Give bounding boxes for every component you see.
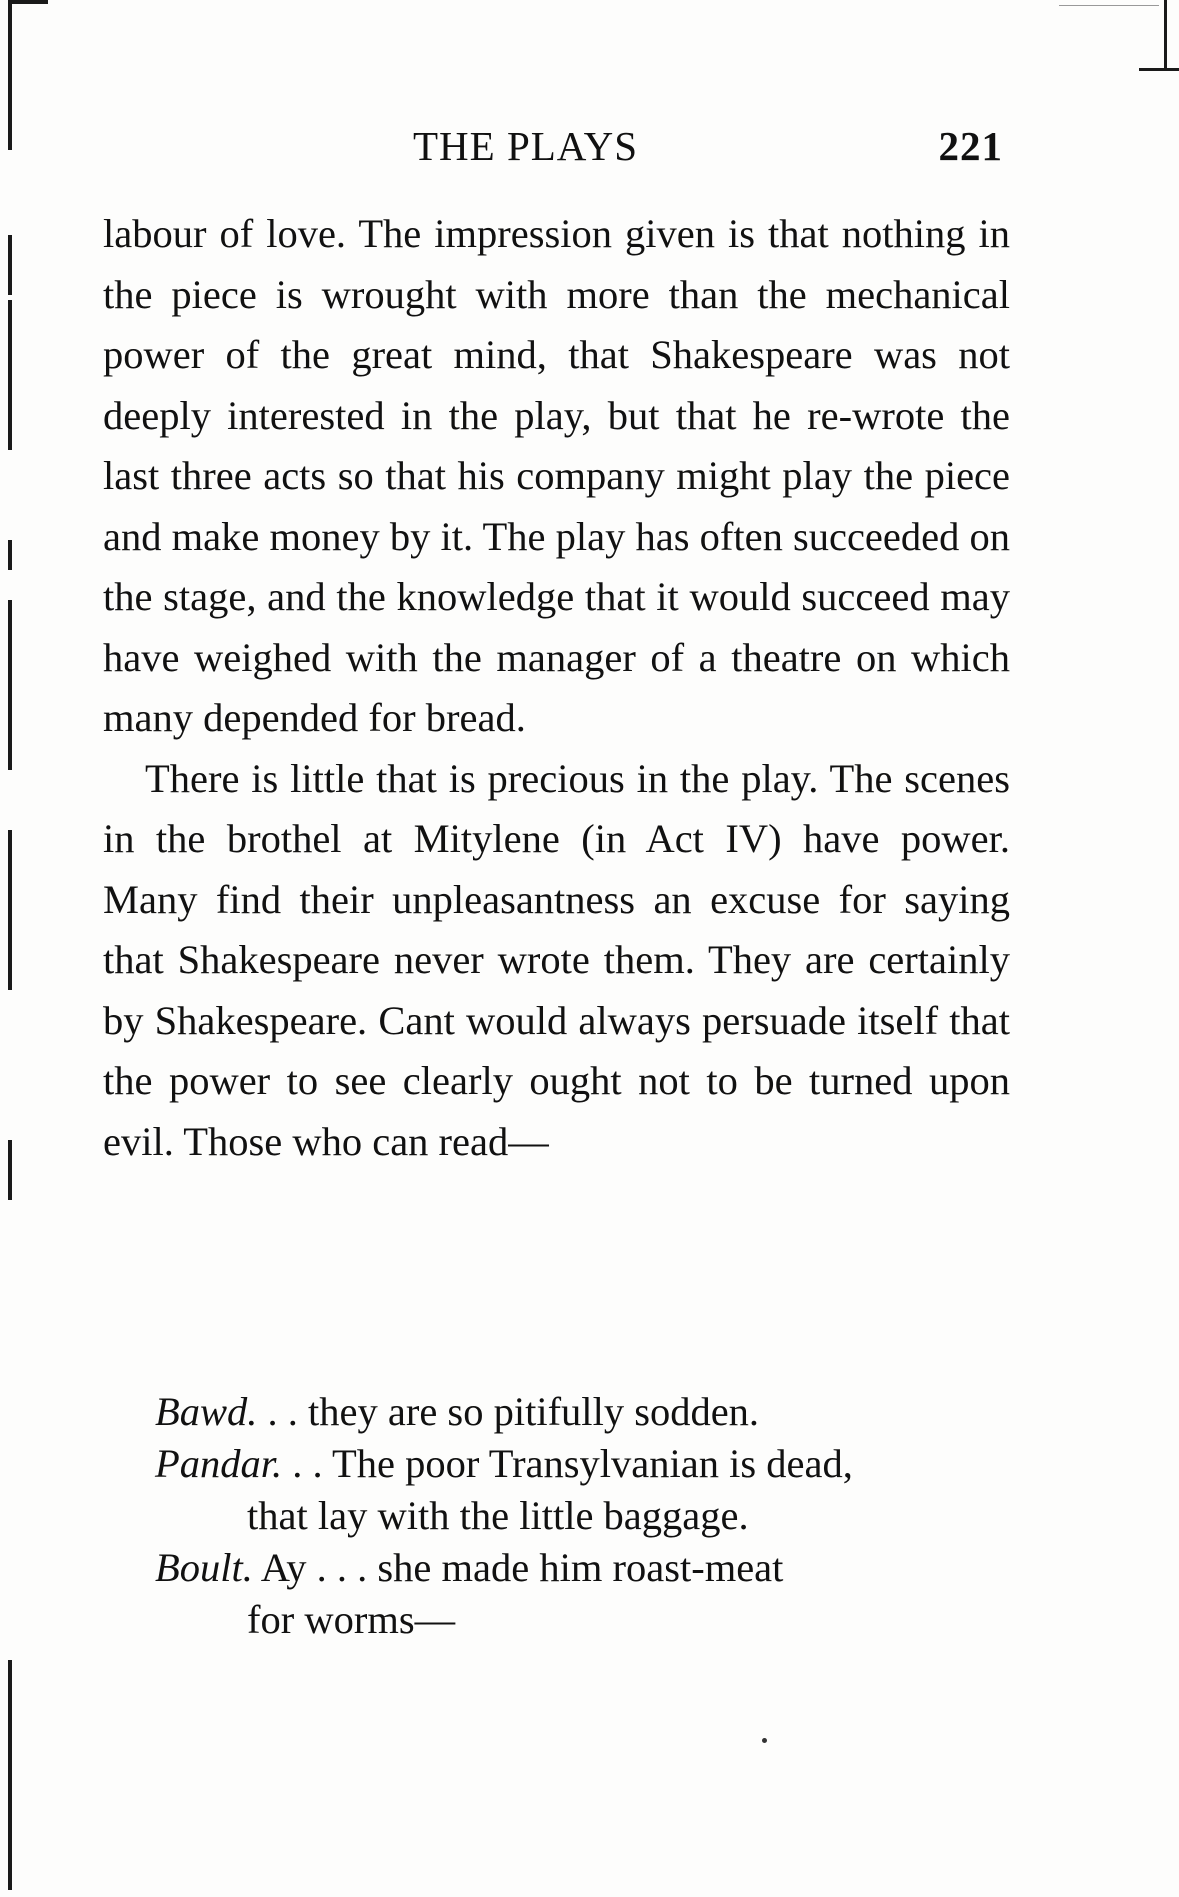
paragraph: labour of love. The impression given is that nothing in the piece is wrought with more than the mechanical power of the great mind, that Shakespeare was not deeply interested in the play, but that he re-wrote the last three acts so that his company might play the piece and make money by it. The play has often succeeded on the stage, and the knowledge that it would succeed may have weighed with the manager of a theatre on which many depended for bread.: [103, 211, 1010, 740]
running-head: THE PLAYS: [413, 123, 639, 169]
scan-left-edge: [8, 0, 12, 1897]
scan-edge-mark: [1164, 0, 1167, 70]
page-header: [103, 122, 1003, 172]
scan-edge-mark: [8, 0, 48, 4]
body-text: [103, 204, 1010, 1172]
quotation-text: . . they are so pitifully sodden.: [257, 1389, 760, 1434]
quotation-text: . . The poor Transylvanian is dead,: [282, 1441, 853, 1486]
scan-edge-mark: [1139, 68, 1179, 71]
quotation-continuation: that lay with the little baggage.: [247, 1493, 749, 1538]
quotation-block: [155, 1386, 1025, 1646]
speaker-name: Boult.: [155, 1545, 253, 1590]
speaker-name: Pandar.: [155, 1441, 283, 1486]
scan-speck: [762, 1738, 767, 1743]
paragraph: There is little that is precious in the play. The scenes in the brothel at Mitylene (in Act IV) have power. Many find their unpleasantness an excuse for saying that Shakespeare never wrote them. They are certainly by Shakespeare. Cant would always persuade itself that the power to see clearly ought not to be turned upon evil. Those who can read—: [103, 755, 1010, 1164]
page-number: 221: [938, 123, 1003, 169]
scan-edge-mark: [1059, 5, 1159, 6]
quotation-continuation: for worms—: [247, 1597, 456, 1642]
speaker-name: Bawd.: [155, 1389, 258, 1434]
quotation-line: [155, 1386, 1025, 1438]
quotation-line: [155, 1438, 1025, 1542]
quotation-text: Ay . . . she made him roast-meat: [252, 1545, 784, 1590]
quotation-line: [155, 1542, 1025, 1646]
